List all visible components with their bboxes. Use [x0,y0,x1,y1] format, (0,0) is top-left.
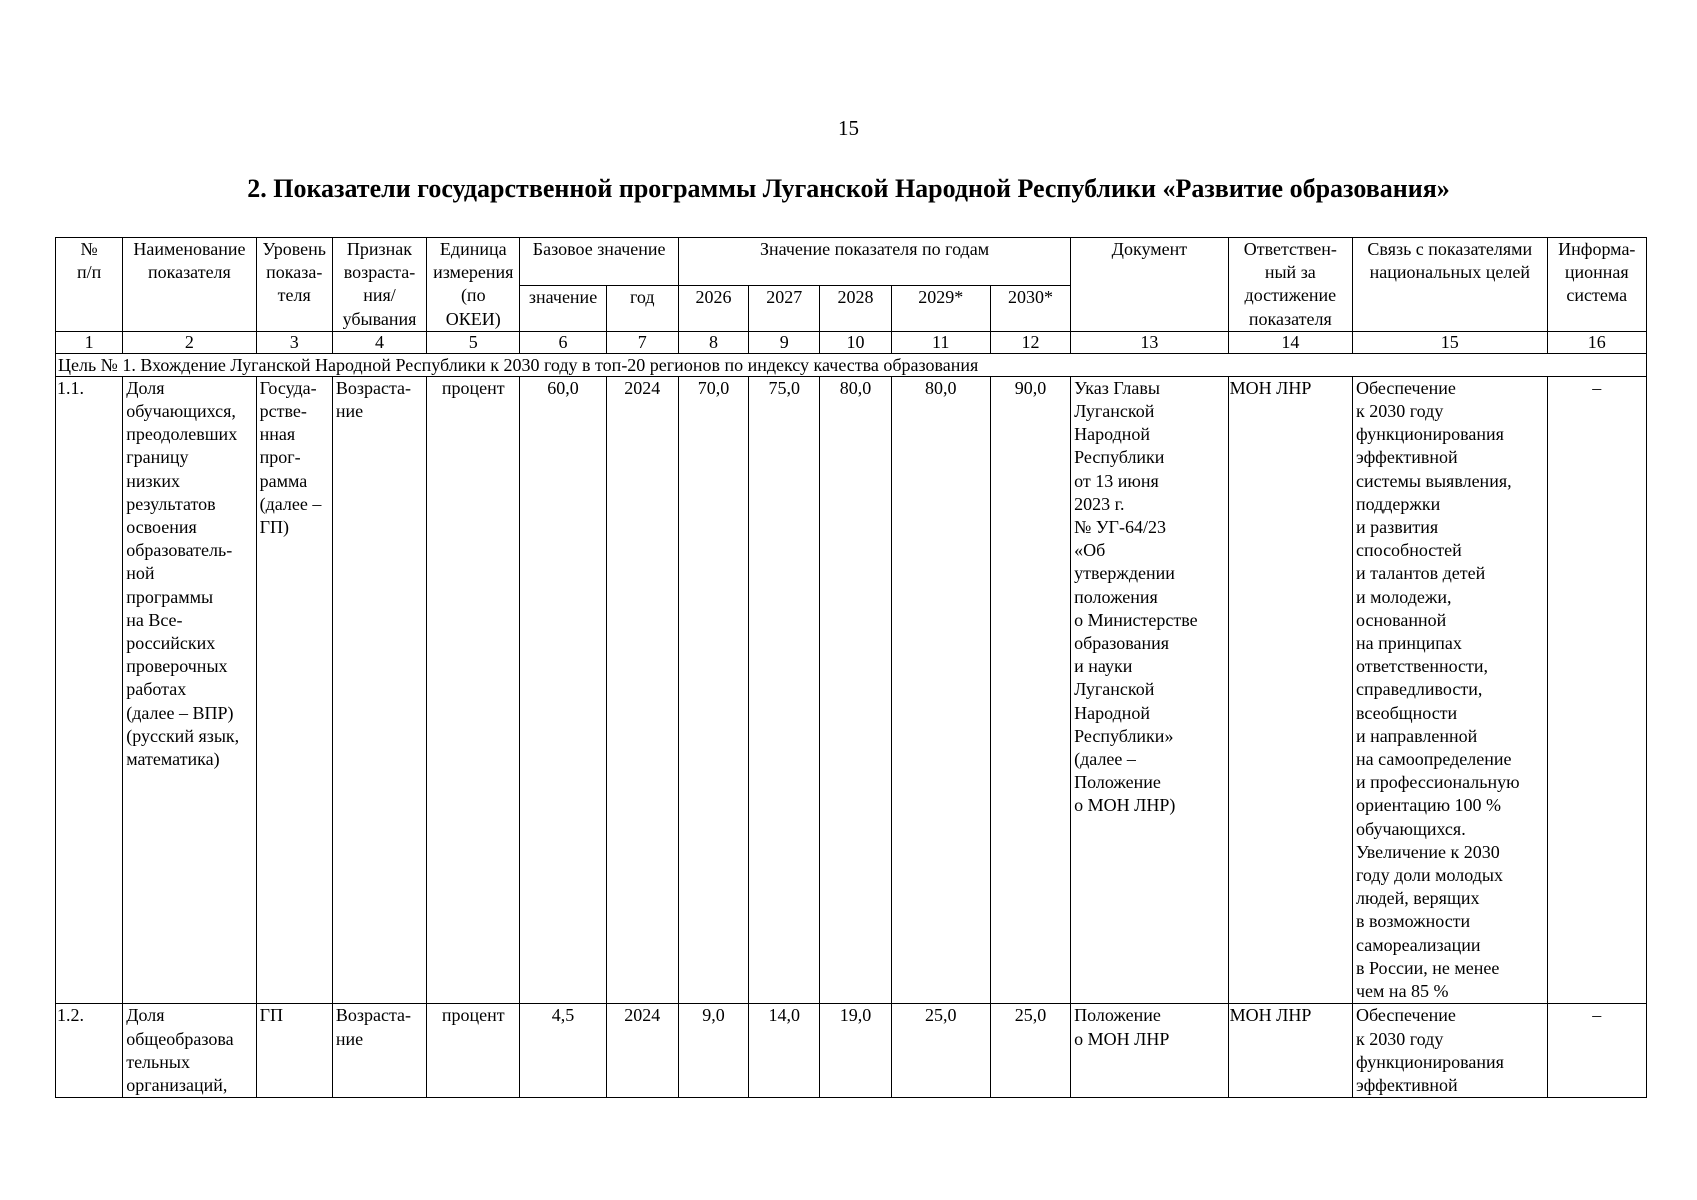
value-2027: 14,0 [749,1004,820,1098]
column-number: 4 [332,331,426,353]
goal-text: Цель № 1. Вхождение Луганской Народной Республики к 2030 году в топ-20 регионов по индексу качества образования [56,353,1647,376]
column-number: 7 [606,331,678,353]
indicator-level: Госуда- рстве- нная прог- рамма (далее – ГП) [256,376,332,1003]
base-value: 4,5 [520,1004,606,1098]
indicator-name: Доля общеобразова тельных организаций, [123,1004,256,1098]
header-year-2026: 2026 [678,286,748,331]
info-system: – [1547,376,1646,1003]
column-number: 13 [1071,331,1228,353]
header-years-group: Значение показателя по годам [678,238,1070,286]
column-number: 5 [427,331,520,353]
value-2029: 80,0 [891,376,990,1003]
document-ref: Указ Главы Луганской Народной Республики от 13 июня 2023 г. № УГ-64/23 «Об утверждении положения о Министерстве образования и науки Луганской Народной Республики» (далее – Положение о МОН ЛНР) [1071,376,1228,1003]
column-numbers-row [56,331,1647,353]
header-row-1 [56,238,1647,286]
indicator-unit: процент [427,376,520,1003]
header-unit: Единица измерения (по ОКЕИ) [427,238,520,332]
header-base: Базовое значение [520,238,679,286]
column-number: 6 [520,331,606,353]
goal-row [56,353,1647,376]
value-2028: 80,0 [820,376,891,1003]
national-goals-link: Обеспечение к 2030 году функционирования эффективной [1353,1004,1548,1098]
header-year-2027: 2027 [749,286,820,331]
header-trend: Признак возраста- ния/ убывания [332,238,426,332]
table-row [56,1004,1647,1098]
responsible: МОН ЛНР [1228,1004,1352,1098]
column-number: 9 [749,331,820,353]
value-2026: 9,0 [678,1004,748,1098]
indicators-table [55,237,1647,1098]
column-number: 11 [891,331,990,353]
header-name: Наименование показателя [123,238,256,332]
info-system: – [1547,1004,1646,1098]
base-year: 2024 [606,1004,678,1098]
header-year-2030: 2030* [990,286,1070,331]
table-row [56,376,1647,1003]
column-number: 3 [256,331,332,353]
indicator-unit: процент [427,1004,520,1098]
header-year-2029: 2029* [891,286,990,331]
column-number: 14 [1228,331,1352,353]
indicator-name: Доля обучающихся, преодолевших границу низких результатов освоения образователь- ной программы на Все- российских проверочных работах (далее – ВПР) (русский язык, математика) [123,376,256,1003]
national-goals-link: Обеспечение к 2030 году функционирования эффективной системы выявления, поддержки и развития способностей и талантов детей и молодежи, основанной на принципах ответственности, справедливости, всеобщности и направленной на самоопределение и профессиональную ориентацию 100 % обучающихся. Увеличение к 2030 году доли молодых людей, верящих в возможности самореализации в России, не менее чем на 85 % [1353,376,1548,1003]
indicator-level: ГП [256,1004,332,1098]
header-base-year: год [606,286,678,331]
value-2026: 70,0 [678,376,748,1003]
header-year-2028: 2028 [820,286,891,331]
column-number: 15 [1353,331,1548,353]
header-responsible: Ответствен- ный за достижение показателя [1228,238,1352,332]
document-ref: Положение о МОН ЛНР [1071,1004,1228,1098]
page-number: 15 [838,116,859,140]
header-document: Документ [1071,238,1228,332]
column-number: 2 [123,331,256,353]
value-2028: 19,0 [820,1004,891,1098]
value-2030: 90,0 [990,376,1070,1003]
column-number: 10 [820,331,891,353]
column-number: 12 [990,331,1070,353]
header-base-value: значение [520,286,606,331]
indicator-trend: Возраста- ние [332,376,426,1003]
responsible: МОН ЛНР [1228,376,1352,1003]
value-2030: 25,0 [990,1004,1070,1098]
header-info-system: Информа- ционная система [1547,238,1646,332]
value-2029: 25,0 [891,1004,990,1098]
row-num: 1.2. [56,1004,123,1098]
document-title: 2. Показатели государственной программы Луганской Народной Республики «Развитие образования» [247,174,1450,203]
column-number: 8 [678,331,748,353]
indicator-trend: Возраста- ние [332,1004,426,1098]
column-number: 16 [1547,331,1646,353]
base-year: 2024 [606,376,678,1003]
header-level: Уровень показа- теля [256,238,332,332]
header-national-goals-link: Связь с показателями национальных целей [1353,238,1548,332]
base-value: 60,0 [520,376,606,1003]
value-2027: 75,0 [749,376,820,1003]
column-number: 1 [56,331,123,353]
row-num: 1.1. [56,376,123,1003]
header-num: № п/п [56,238,123,332]
